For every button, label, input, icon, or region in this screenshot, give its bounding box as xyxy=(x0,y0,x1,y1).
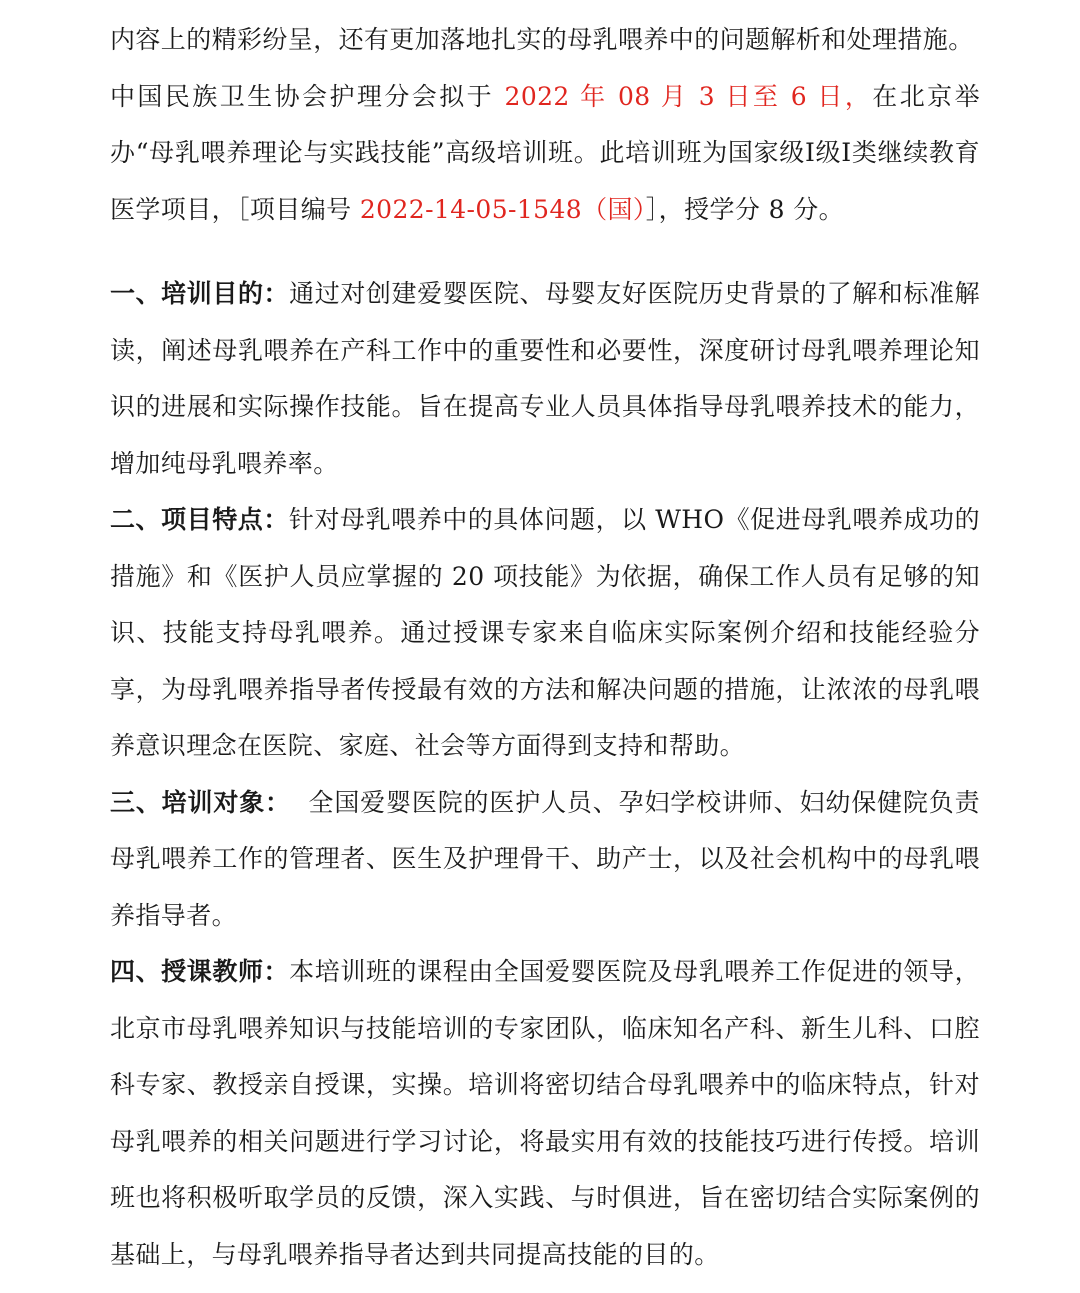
section-body: 全国爱婴医院的医护人员、孕妇学校讲师、妇幼保健院负责母乳喂养工作的管理者、医生及护理骨干、助产士，以及社会机构中的母乳喂养指导者。 xyxy=(110,787,980,930)
section-training-purpose xyxy=(110,266,980,492)
intro-text-b: 在北京举办“母乳喂养理论与实践技能”高级培训班。此培训班为国家级Ⅰ级Ⅰ类继续教育医学项目，［项目编号 xyxy=(110,81,980,224)
section-heading: 二、项目特点： xyxy=(110,505,289,534)
document-page xyxy=(110,12,980,1283)
intro-line xyxy=(110,12,980,69)
section-instructors xyxy=(110,944,980,1283)
section-heading: 三、培训对象： xyxy=(110,787,291,817)
section-heading: 四、授课教师： xyxy=(110,957,290,986)
section-body: 本培训班的课程由全国爱婴医院及母乳喂养工作促进的领导，北京市母乳喂养知识与技能培训的专家团队，临床知名产科、新生儿科、口腔科专家、教授亲自授课，实操。培训将密切结合母乳喂养中的临床特点，针对母乳喂养的相关问题进行学习讨论，将最实用有效的技能技巧进行传授。培训班也将积极听取学员的反馈，深入实践、与时俱进，旨在密切结合实际案例的基础上，与母乳喂养指导者达到共同提高技能的目的。 xyxy=(110,957,980,1269)
section-heading: 一、培训目的： xyxy=(110,279,290,308)
intro-text-c: ］，授学分 8 分。 xyxy=(645,194,845,224)
intro-line-text: 内容上的精彩纷呈，还有更加落地扎实的母乳喂养中的问题解析和处理措施。 xyxy=(110,25,974,54)
section-training-audience xyxy=(110,775,980,945)
paragraph-gap xyxy=(110,238,980,266)
section-project-features xyxy=(110,492,980,775)
intro-text-a: 中国民族卫生协会护理分会拟于 xyxy=(110,81,495,111)
intro-paragraph xyxy=(110,69,980,239)
section-body: 通过对创建爱婴医院、母婴友好医院历史背景的了解和标准解读，阐述母乳喂养在产科工作中的重要性和必要性，深度研讨母乳喂养理论知识的进展和实际操作技能。旨在提高专业人员具体指导母乳喂养技术的能力，增加纯母乳喂养率。 xyxy=(110,279,980,478)
project-code: 2022-14-05-1548（国） xyxy=(351,194,646,224)
section-body: 针对母乳喂养中的具体问题，以 WHO《促进母乳喂养成功的措施》和《医护人员应掌握的 20 项技能》为依据，确保工作人员有足够的知识、技能支持母乳喂养。通过授课专家来自临床实际案例介绍和技能经验分享，为母乳喂养指导者传授最有效的方法和解决问题的措施，让浓浓的母乳喂养意识理念在医院、家庭、社会等方面得到支持和帮助。 xyxy=(110,505,980,760)
training-date: 2022 年 08 月 3 日至 6 日， xyxy=(494,81,873,111)
